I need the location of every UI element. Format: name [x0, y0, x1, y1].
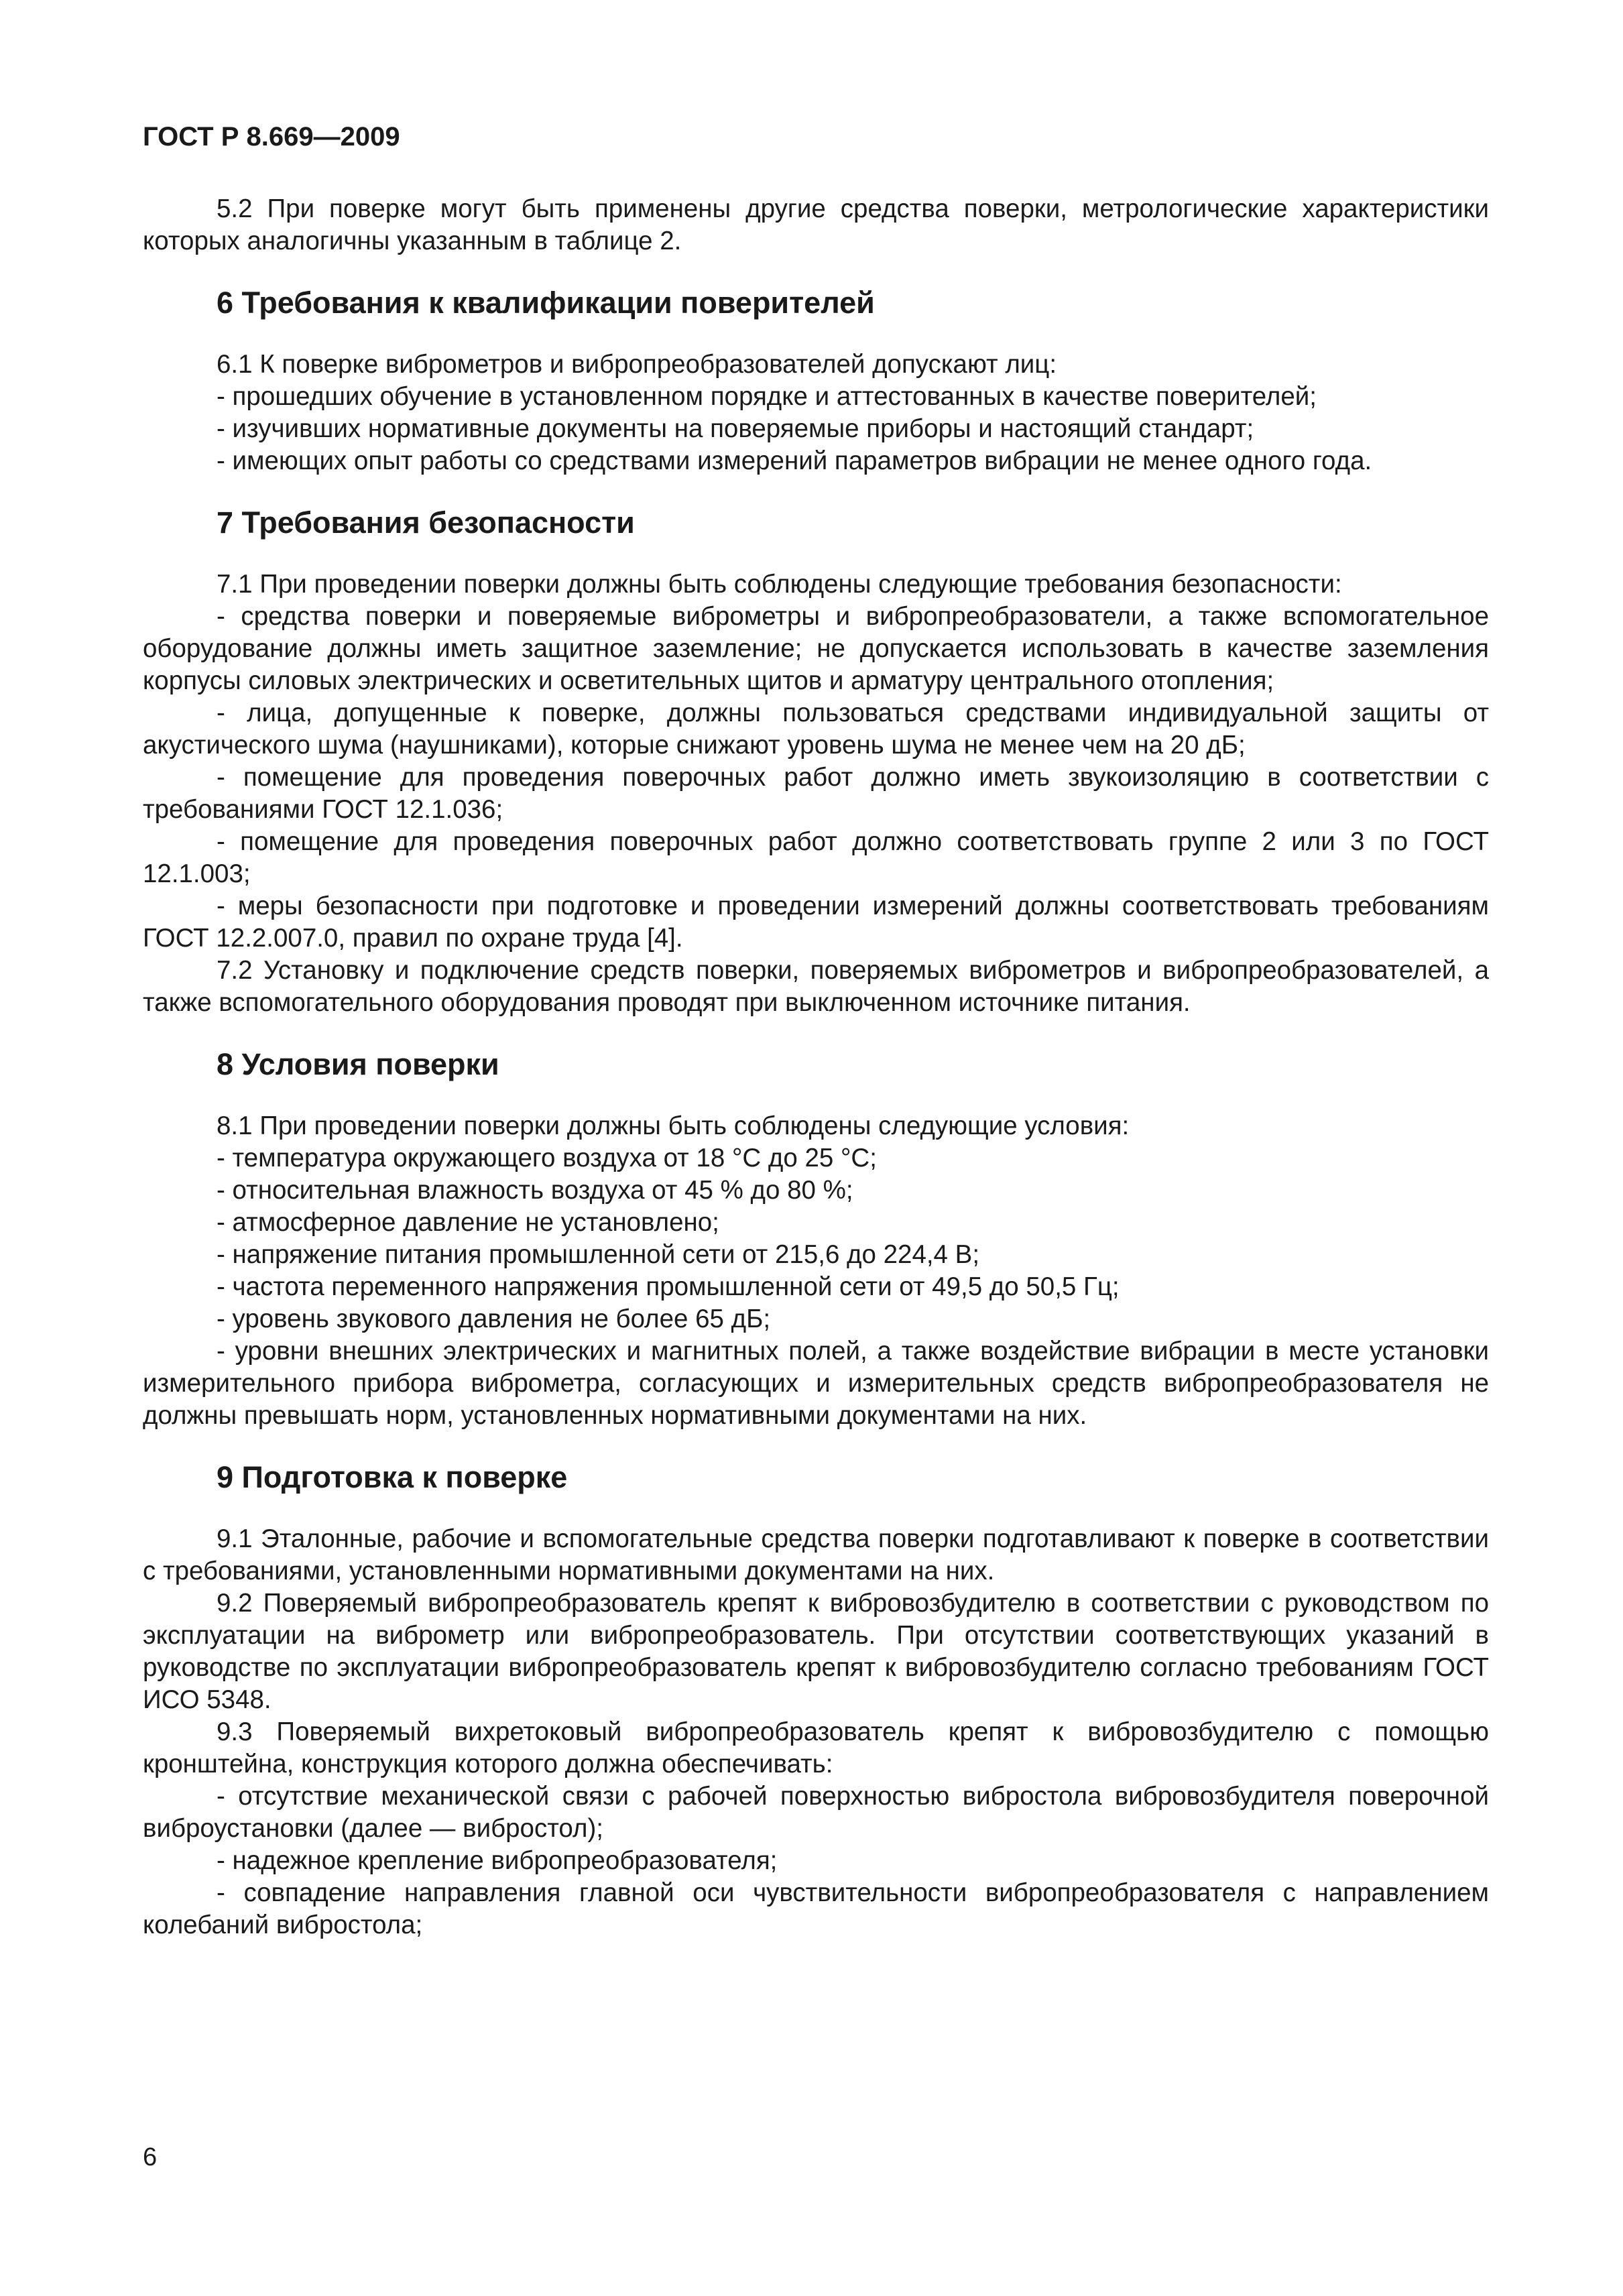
- list-item: - совпадение направления главной оси чувствительности вибропреобразователя с направлением колебаний вибростола;: [143, 1878, 1489, 1939]
- paragraph: 9.1 Эталонные, рабочие и вспомогательные средства поверки подготавливают к поверке в соответствии с требованиями, установленными нормативными документами на них.: [143, 1524, 1489, 1585]
- list-item: - напряжение питания промышленной сети от 215,6 до 224,4 В;: [217, 1240, 980, 1269]
- list-item: - имеющих опыт работы со средствами измерений параметров вибрации не менее одного года.: [217, 446, 1372, 475]
- list-item: - уровни внешних электрических и магнитных полей, а также воздействие вибрации в месте установки измерительного прибора виброметра, согласующих и измерительных средств вибропреобразователя не должны превышать норм, установленных нормативными документами на них.: [143, 1337, 1489, 1430]
- page-number: 6: [143, 2143, 158, 2171]
- paragraph: 6.1 К поверке виброметров и вибропреобразователей допускают лиц:: [217, 350, 1057, 379]
- list-item: - температура окружающего воздуха от 18 °С до 25 °С;: [217, 1144, 877, 1172]
- list-item: - относительная влажность воздуха от 45 % до 80 %;: [217, 1176, 853, 1205]
- document-page: [143, 121, 1489, 1941]
- section-8-body: [143, 1110, 1489, 1432]
- paragraph: 7.1 При проведении поверки должны быть соблюдены следующие требования безопасности:: [217, 570, 1342, 599]
- list-item: - изучивших нормативные документы на поверяемые приборы и настоящий стандарт;: [217, 414, 1254, 443]
- list-item: - прошедших обучение в установленном порядке и аттестованных в качестве поверителей;: [217, 382, 1317, 411]
- paragraph: 9.3 Поверяемый вихретоковый вибропреобразователь крепят к вибровозбудителю с помощью кронштейна, конструкция которого должна обеспечивать:: [143, 1717, 1489, 1778]
- list-item: - атмосферное давление не установлено;: [217, 1208, 719, 1237]
- list-item: - частота переменного напряжения промышленной сети от 49,5 до 50,5 Гц;: [217, 1272, 1120, 1301]
- list-item: - надежное крепление вибропреобразователя;: [217, 1846, 778, 1875]
- paragraph-5-2: 5.2 При поверке могут быть применены другие средства поверки, метрологические характеристики которых аналогичны указанным в таблице 2.: [143, 194, 1489, 255]
- list-item: - средства поверки и поверяемые виброметры и вибропреобразователи, а также вспомогательное оборудование должны иметь защитное заземление; не допускается использовать в качестве заземления корпусы силовых электрических и осветительных щитов и арматуру центрального отопления;: [143, 602, 1489, 695]
- section-7-body: [143, 568, 1489, 1019]
- paragraph: 7.2 Установку и подключение средств поверки, поверяемых виброметров и вибропреобразователей, а также вспомогательного оборудования проводят при выключенном источнике питания.: [143, 956, 1489, 1017]
- paragraph: 8.1 При проведении поверки должны быть соблюдены следующие условия:: [217, 1111, 1130, 1140]
- section-title-8: 8 Условия поверки: [217, 1047, 499, 1081]
- section-title-9: 9 Подготовка к поверке: [217, 1460, 568, 1494]
- standard-header: ГОСТ Р 8.669—2009: [143, 122, 400, 152]
- list-item: - помещение для проведения поверочных работ должно соответствовать группе 2 или 3 по ГОСТ 12.1.003;: [143, 827, 1489, 888]
- list-item: - отсутствие механической связи с рабочей поверхностью вибростола вибровозбудителя поверочной виброустановки (далее — вибростол);: [143, 1782, 1489, 1843]
- list-item: - меры безопасности при подготовке и проведении измерений должны соответствовать требованиям ГОСТ 12.2.007.0, правил по охране труда [4].: [143, 892, 1489, 953]
- section-title-6: 6 Требования к квалификации поверителей: [217, 286, 875, 320]
- list-item: - помещение для проведения поверочных работ должно иметь звукоизоляцию в соответствии с требованиями ГОСТ 12.1.036;: [143, 763, 1489, 824]
- section-6-body: [143, 349, 1489, 477]
- section-9-body: [143, 1523, 1489, 1941]
- paragraph: 9.2 Поверяемый вибропреобразователь крепят к вибровозбудителю в соответствии с руководством по эксплуатации на виброметр или вибропреобразователь. При отсутствии соответствующих указаний в руководстве по эксплуатации вибропреобразователь крепят к вибровозбудителю согласно требованиям ГОСТ ИСО 5348.: [143, 1589, 1489, 1714]
- list-item: - лица, допущенные к поверке, должны пользоваться средствами индивидуальной защиты от акустического шума (наушниками), которые снижают уровень шума не менее чем на 20 дБ;: [143, 699, 1489, 760]
- list-item: - уровень звукового давления не более 65 дБ;: [217, 1305, 771, 1333]
- section-title-7: 7 Требования безопасности: [217, 505, 635, 540]
